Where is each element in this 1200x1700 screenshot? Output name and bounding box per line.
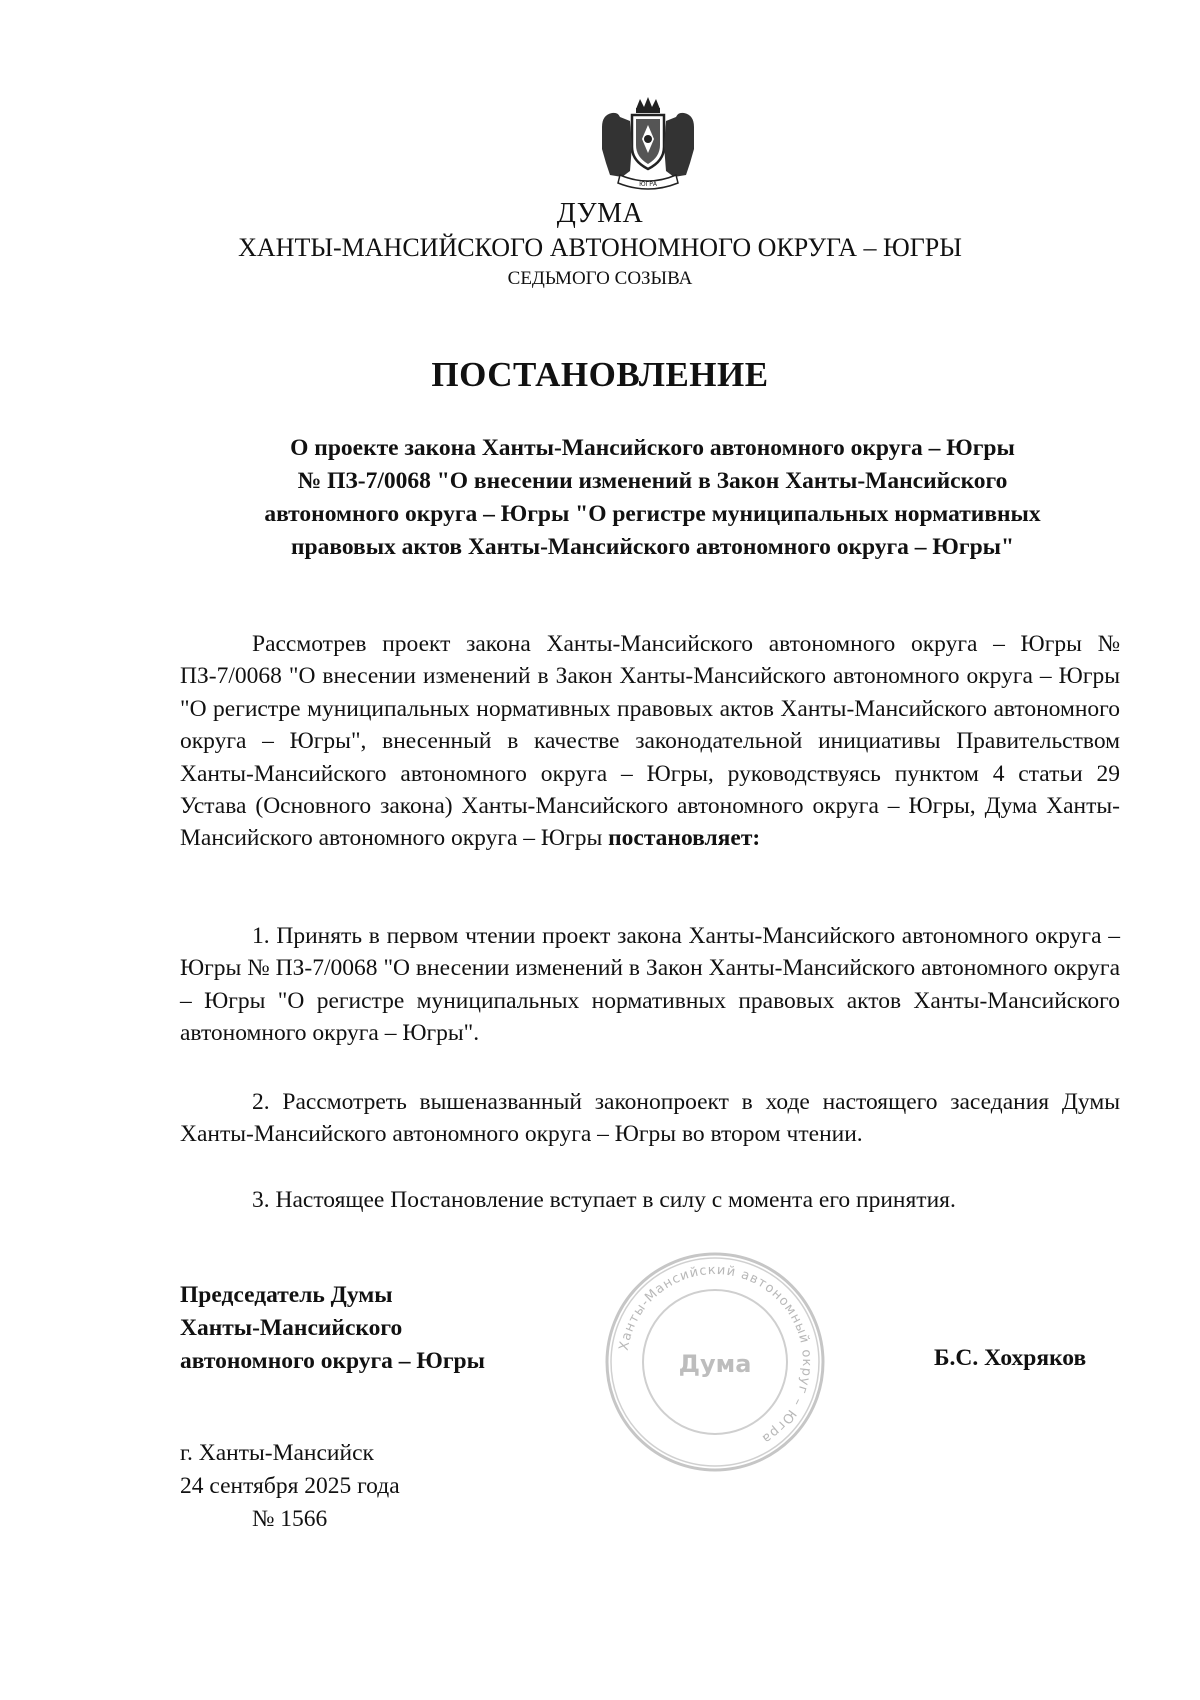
organization-region: ХАНТЫ-МАНСИЙСКОГО АВТОНОМНОГО ОКРУГА – ЮГРЫ	[238, 233, 962, 262]
resolution-item-1: 1. Принять в первом чтении проект закона Ханты-Мансийского автономного округа – Югры № ПЗ-7/0068 "О внесении изменений в Закон Ханты-Мансийского автономного округа – Югры "О регистре муниципальных нормативных правовых актов Ханты-Мансийского автономного округа – Югры".	[180, 923, 1120, 1047]
subject-line: правовых актов Ханты-Мансийского автономного округа – Югры"	[290, 534, 1015, 560]
date: 24 сентября 2025 года	[180, 1473, 400, 1499]
coat-of-arms-icon	[596, 95, 700, 197]
signatory-position-line: автономного округа – Югры	[180, 1348, 485, 1374]
signatory-position	[180, 1279, 485, 1378]
resolves-keyword: постановляет:	[608, 825, 761, 852]
city: г. Ханты-Мансийск	[180, 1440, 374, 1466]
document-requisites	[180, 1437, 400, 1536]
subject-line: О проекте закона Ханты-Мансийского автономного округа – Югры	[290, 435, 1015, 461]
signatory-name: Б.С. Хохряков	[934, 1345, 1087, 1371]
seal-center-text: Дума	[678, 1350, 752, 1378]
resolution-item-2: 2. Рассмотреть вышеназванный законопроект в ходе настоящего заседания Думы Ханты-Мансийского автономного округа – Югры во втором чтении.	[180, 1089, 1120, 1148]
document-title: ПОСТАНОВЛЕНИЕ	[431, 355, 769, 394]
official-seal	[600, 1248, 830, 1476]
preamble-paragraph	[180, 628, 1120, 855]
resolution-item-3: 3. Настоящее Постановление вступает в силу с момента его принятия.	[252, 1187, 956, 1213]
document-subject	[180, 432, 1125, 564]
organization-name: ДУМА	[556, 198, 644, 229]
signatory-position-line: Председатель Думы	[180, 1282, 393, 1308]
preamble-text: Рассмотрев проект закона Ханты-Мансийского автономного округа – Югры № ПЗ-7/0068 "О внесении изменений в Закон Ханты-Мансийского автономного округа – Югры "О регистре муниципальных нормативных правовых актов Ханты-Мансийского автономного округа – Югры", внесенный в качестве законодательной инициативы Правительством Ханты-Мансийского автономного округа – Югры, руководствуясь пунктом 4 статьи 29 Устава (Основного закона) Ханты-Мансийского автономного округа – Югры, Дума Ханты-Мансийского автономного округа – Югры	[180, 631, 1120, 852]
seal-ring-text: Ханты-Мансийский автономный округ – Югра	[616, 1262, 815, 1447]
emblem-ribbon-text: ЮГРА	[639, 181, 657, 188]
convocation-label: СЕДЬМОГО СОЗЫВА	[507, 268, 693, 289]
signatory-position-line: Ханты-Мансийского	[180, 1315, 403, 1341]
subject-line: автономного округа – Югры "О регистре муниципальных нормативных	[264, 501, 1041, 527]
subject-line: № ПЗ-7/0068 "О внесении изменений в Закон Ханты-Мансийского	[297, 468, 1008, 494]
document-number: № 1566	[252, 1506, 328, 1532]
